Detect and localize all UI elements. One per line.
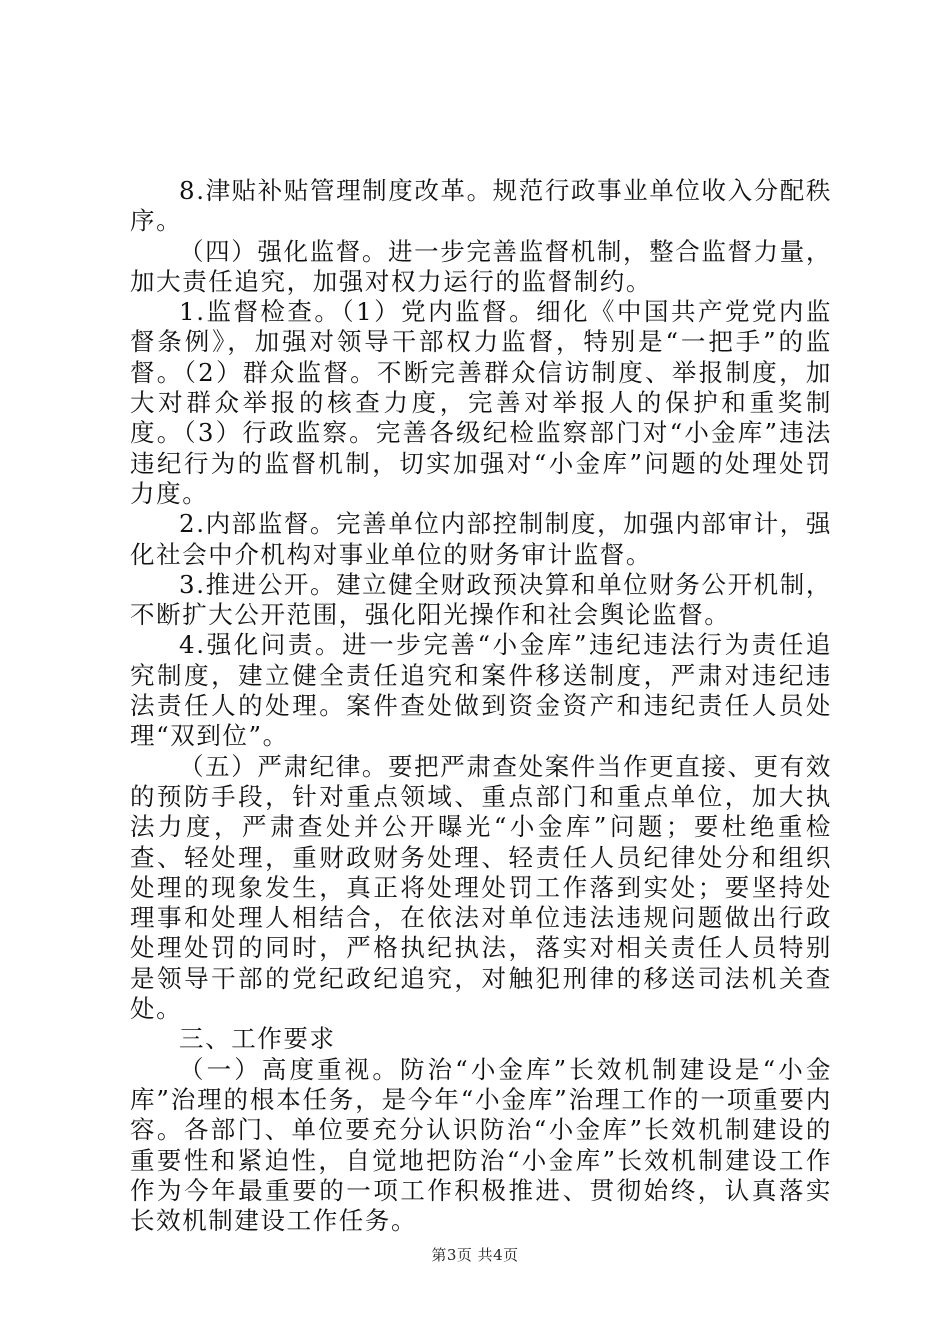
paragraph-strengthen-supervision: （四）强化监督。进一步完善监督机制，整合监督力量，加大责任追究，加强对权力运行的监督制约。	[130, 236, 832, 296]
section-heading-work-requirements: 三、工作要求	[179, 1024, 336, 1054]
paragraph-supervision-inspection: 1.监督检查。（1）党内监督。细化《中国共产党党内监督条例》，加强对领导干部权力监督，特别是“一把手”的监督。（2）群众监督。不断完善群众信访制度、举报制度，加大对群众举报的核查力度，完善对举报人的保护和重奖制度。（3）行政监察。完善各级纪检监察部门对“小金库”违法违纪行为的监督机制，切实加强对“小金库”问题的处理处罚力度。	[130, 297, 832, 508]
paragraph-promote-openness: 3.推进公开。建立健全财政预决算和单位财务公开机制，不断扩大公开范围，强化阳光操作和社会舆论监督。	[130, 569, 832, 630]
paragraph-accountability: 4.强化问责。进一步完善“小金库”违纪违法行为责任追究制度，建立健全责任追究和案件移送制度，严肃对违纪违法责任人的处理。案件查处做到资金资产和违纪责任人员处理“双到位”。	[130, 630, 832, 751]
document-body	[130, 176, 832, 1236]
page-footer: 第3页 共4页	[431, 1246, 519, 1264]
paragraph-high-attention: （一）高度重视。防治“小金库”长效机制建设是“小金库”治理的根本任务，是今年“小金库”治理工作的一项重要内容。各部门、单位要充分认识防治“小金库”长效机制建设的重要性和紧迫性，自觉地把防治“小金库”长效机制建设工作作为今年最重要的一项工作积极推进、贯彻始终，认真落实长效机制建设工作任务。	[130, 1054, 832, 1236]
paragraph-internal-supervision: 2.内部监督。完善单位内部控制制度，加强内部审计，强化社会中介机构对事业单位的财务审计监督。	[130, 509, 832, 569]
paragraph-strict-discipline: （五）严肃纪律。要把严肃查处案件当作更直接、更有效的预防手段，针对重点领域、重点部门和重点单位，加大执法力度，严肃查处并公开曝光“小金库”问题；要杜绝重检查、轻处理，重财政财务处理、轻责任人员纪律处分和组织处理的现象发生，真正将处理处罚工作落到实处；要坚持处理事和处理人相结合，在依法对单位违法违规问题做出行政处理处罚的同时，严格执纪执法，落实对相关责任人员特别是领导干部的党纪政纪追究，对触犯刑律的移送司法机关查处。	[130, 751, 832, 1024]
paragraph-allowance-reform: 8.津贴补贴管理制度改革。规范行政事业单位收入分配秩序。	[130, 176, 832, 236]
